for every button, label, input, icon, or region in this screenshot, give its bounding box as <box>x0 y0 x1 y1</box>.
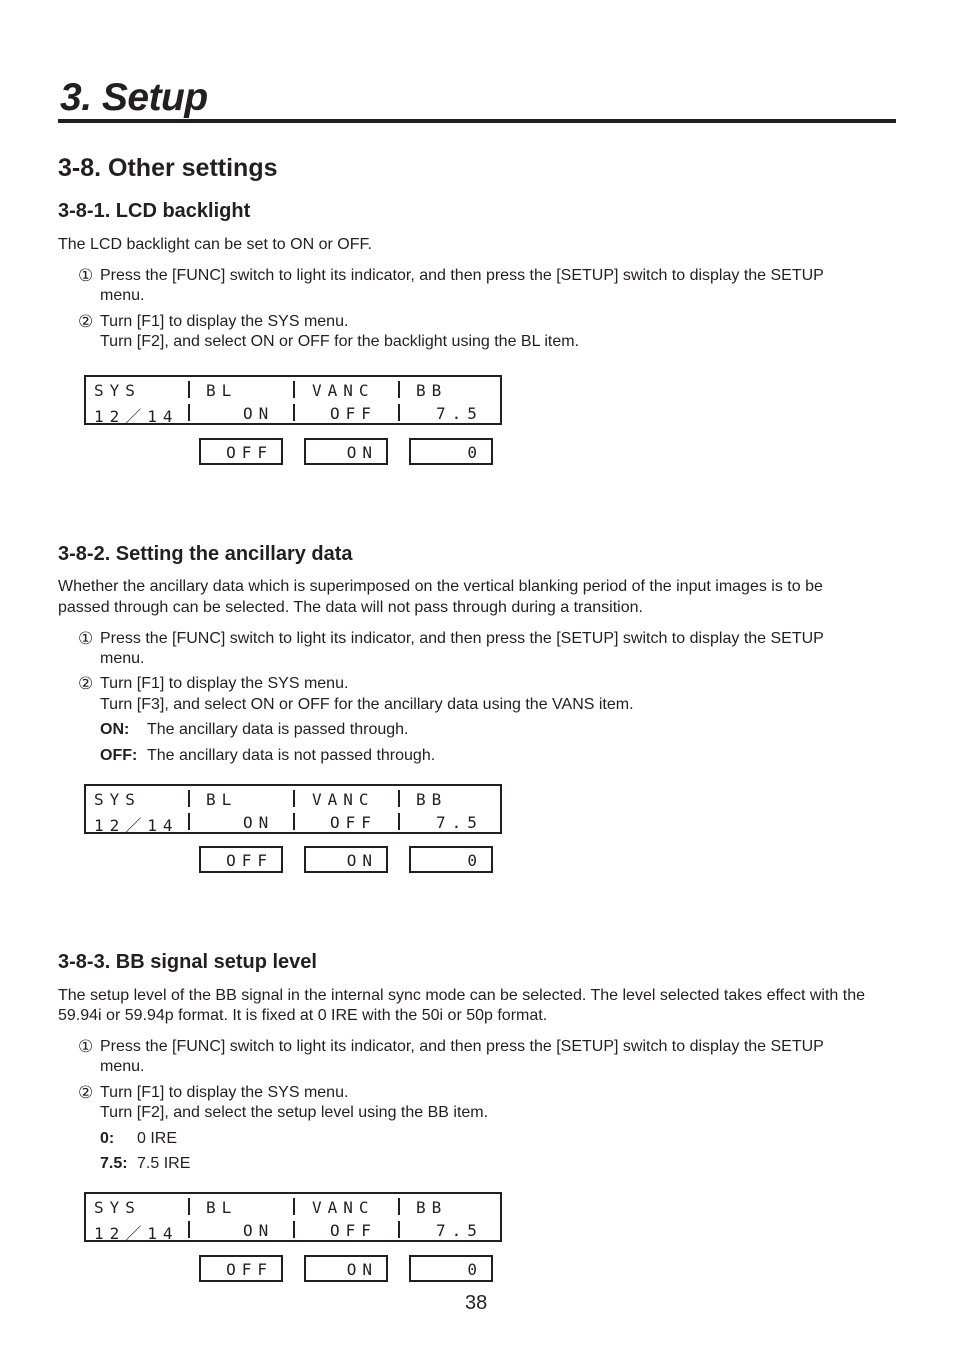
option-key: OFF: <box>100 747 138 764</box>
lcd-item-vanc: VANC <box>312 1198 375 1217</box>
subsection-title-ancillary-data: 3-8-2. Setting the ancillary data <box>58 543 353 565</box>
lcd-separator <box>188 1221 190 1238</box>
knob-f4-value: 0 <box>409 438 493 465</box>
step-number: ② <box>78 674 94 693</box>
lcd-page: 12／14 <box>94 1224 179 1243</box>
knob-f3-value: ON <box>304 438 388 465</box>
intro-text: passed through can be selected. The data will not pass through during a transition. <box>58 599 643 616</box>
chapter-rule <box>58 119 896 123</box>
lcd-page: 12／14 <box>94 407 179 426</box>
lcd-item-bb: BB <box>416 790 448 809</box>
lcd-item-vanc: VANC <box>312 381 375 400</box>
lcd-value-vanc: OFF <box>330 813 377 832</box>
lcd-value-bl: ON <box>243 404 275 423</box>
intro-text: The setup level of the BB signal in the internal sync mode can be selected. The level selected takes effect with the <box>58 987 865 1004</box>
lcd-panel <box>84 1192 502 1242</box>
option-desc: 0 IRE <box>137 1130 178 1147</box>
lcd-menu-name: SYS <box>94 790 141 809</box>
step-number: ① <box>78 629 94 648</box>
lcd-item-bb: BB <box>416 381 448 400</box>
lcd-value-bl: ON <box>243 813 275 832</box>
knob-f2-value: OFF <box>199 1255 283 1282</box>
step-text: Turn [F3], and select ON or OFF for the ancillary data using the VANS item. <box>100 696 634 713</box>
knob-f2-value: OFF <box>199 846 283 873</box>
step-number: ② <box>78 1083 94 1102</box>
step-text: Press the [FUNC] switch to light its indicator, and then press the [SETUP] switch to display the SETUP <box>100 267 824 284</box>
lcd-separator <box>188 381 190 398</box>
lcd-separator <box>398 404 400 421</box>
lcd-item-bl: BL <box>206 1198 238 1217</box>
step-text: Press the [FUNC] switch to light its indicator, and then press the [SETUP] switch to display the SETUP <box>100 630 824 647</box>
step-number: ② <box>78 312 94 331</box>
lcd-value-bl: ON <box>243 1221 275 1240</box>
lcd-menu-name: SYS <box>94 1198 141 1217</box>
lcd-separator <box>293 404 295 421</box>
step-text: Turn [F2], and select ON or OFF for the backlight using the BL item. <box>100 333 580 350</box>
lcd-value-bb: 7.5 <box>436 813 483 832</box>
lcd-item-vanc: VANC <box>312 790 375 809</box>
knob-f3-value: ON <box>304 1255 388 1282</box>
step-text: Turn [F1] to display the SYS menu. <box>100 313 349 330</box>
lcd-panel <box>84 784 502 834</box>
lcd-value-vanc: OFF <box>330 1221 377 1240</box>
step-text: menu. <box>100 1058 145 1075</box>
knob-f3-value: ON <box>304 846 388 873</box>
option-desc: The ancillary data is passed through. <box>147 721 409 738</box>
lcd-value-bb: 7.5 <box>436 1221 483 1240</box>
lcd-separator <box>293 790 295 807</box>
lcd-panel <box>84 375 502 425</box>
option-key: 0: <box>100 1130 115 1147</box>
lcd-separator <box>398 1221 400 1238</box>
lcd-value-bb: 7.5 <box>436 404 483 423</box>
step-text: Press the [FUNC] switch to light its indicator, and then press the [SETUP] switch to display the SETUP <box>100 1038 824 1055</box>
lcd-page: 12／14 <box>94 816 179 835</box>
intro-text: Whether the ancillary data which is superimposed on the vertical blanking period of the input images is to be <box>58 578 823 595</box>
option-key: ON: <box>100 721 130 738</box>
knob-f2-value: OFF <box>199 438 283 465</box>
option-desc: The ancillary data is not passed through. <box>147 747 436 764</box>
lcd-separator <box>293 813 295 830</box>
lcd-item-bl: BL <box>206 790 238 809</box>
lcd-separator <box>293 381 295 398</box>
subsection-title-lcd-backlight: 3-8-1. LCD backlight <box>58 200 251 222</box>
option-key: 7.5: <box>100 1155 128 1172</box>
lcd-value-vanc: OFF <box>330 404 377 423</box>
knob-f4-value: 0 <box>409 846 493 873</box>
subsection-title-bb-setup-level: 3-8-3. BB signal setup level <box>58 951 317 973</box>
option-desc: 7.5 IRE <box>137 1155 191 1172</box>
step-number: ① <box>78 266 94 285</box>
section-title: 3-8. Other settings <box>58 154 278 182</box>
step-text: Turn [F1] to display the SYS menu. <box>100 675 349 692</box>
lcd-separator <box>398 381 400 398</box>
knob-f4-value: 0 <box>409 1255 493 1282</box>
chapter-title: 3. Setup <box>60 76 208 119</box>
step-text: menu. <box>100 287 145 304</box>
lcd-separator <box>188 1198 190 1215</box>
lcd-item-bl: BL <box>206 381 238 400</box>
lcd-separator <box>293 1221 295 1238</box>
lcd-separator <box>188 790 190 807</box>
lcd-separator <box>293 1198 295 1215</box>
step-text: Turn [F2], and select the setup level using the BB item. <box>100 1104 489 1121</box>
step-number: ① <box>78 1037 94 1056</box>
lcd-separator <box>398 790 400 807</box>
step-text: menu. <box>100 650 145 667</box>
intro-text: 59.94i or 59.94p format. It is fixed at 0 IRE with the 50i or 50p format. <box>58 1007 548 1024</box>
lcd-separator <box>398 813 400 830</box>
lcd-item-bb: BB <box>416 1198 448 1217</box>
lcd-menu-name: SYS <box>94 381 141 400</box>
lcd-separator <box>188 813 190 830</box>
intro-text: The LCD backlight can be set to ON or OFF. <box>58 236 372 253</box>
step-text: Turn [F1] to display the SYS menu. <box>100 1084 349 1101</box>
lcd-separator <box>188 404 190 421</box>
lcd-separator <box>398 1198 400 1215</box>
page-number: 38 <box>465 1292 488 1314</box>
